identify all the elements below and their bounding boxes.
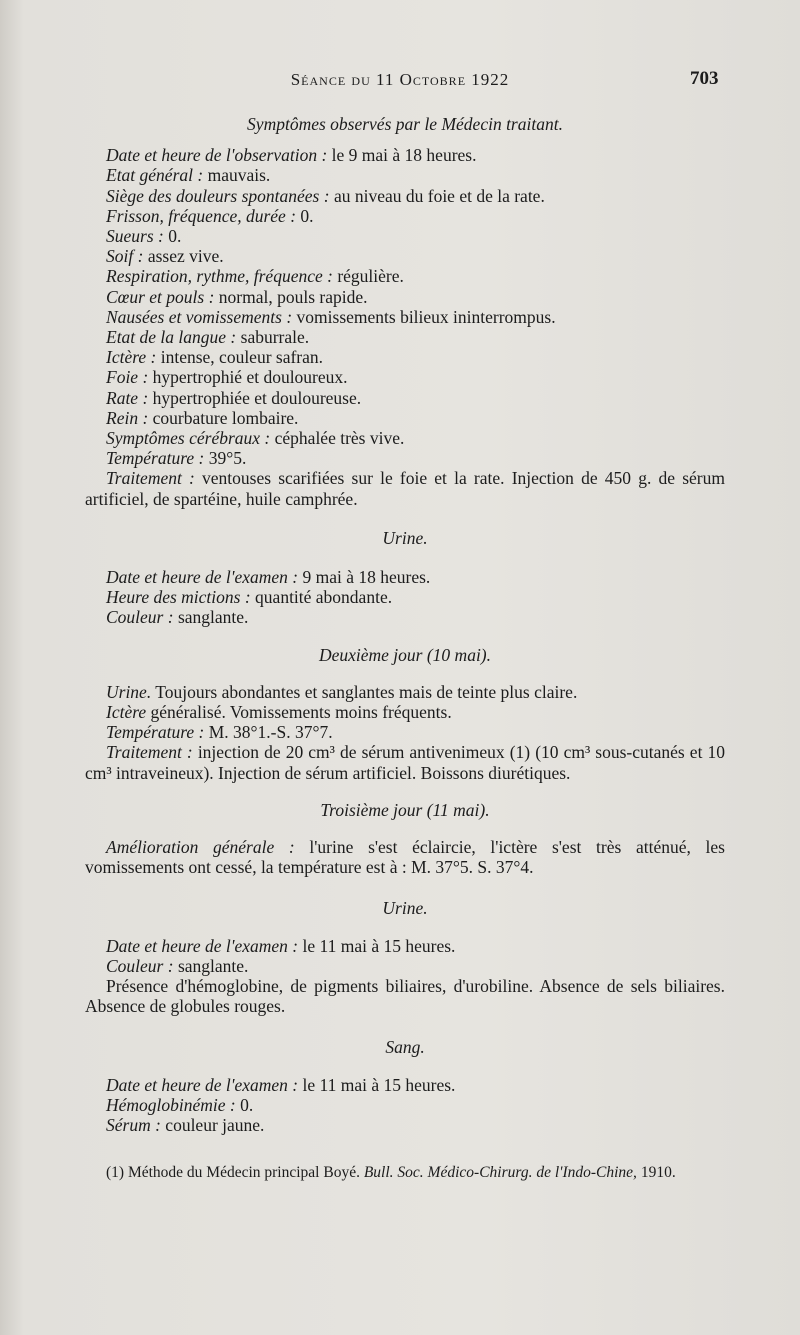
- field-label: Température :: [106, 722, 205, 743]
- field-line: [85, 367, 725, 387]
- field-value: sanglante.: [173, 955, 249, 976]
- field-line: [85, 936, 725, 956]
- field-label: Foie :: [106, 367, 149, 388]
- field-label: Ictère: [106, 702, 147, 723]
- field-value: l'urine s'est éclaircie, l'ictère s'est très atténué, les vomissements ont cessé, la température est à : M. 37°5. S. 37°4.: [85, 837, 725, 878]
- field-line: [85, 1075, 725, 1095]
- section-title-sang: Sang.: [385, 1036, 425, 1057]
- field-line: [85, 428, 725, 448]
- field-line: [85, 266, 725, 286]
- field-label: Amélioration générale :: [106, 837, 295, 858]
- field-label: Soif :: [106, 246, 144, 267]
- treatment-paragraph: [85, 468, 725, 508]
- footnote-year: 1910.: [636, 1164, 676, 1181]
- treatment-paragraph: [85, 742, 725, 782]
- field-label: Rein :: [106, 407, 149, 428]
- field-label: Couleur :: [106, 955, 174, 976]
- field-label: Frisson, fréquence, durée :: [106, 205, 297, 226]
- field-value: régulière.: [332, 266, 404, 287]
- field-value: 39°5.: [204, 448, 247, 469]
- section-title-urine: Urine.: [382, 527, 428, 548]
- field-line: [85, 287, 725, 307]
- section-title-symptomes: Symptômes observés par le Médecin traitant.: [247, 114, 563, 134]
- footnote: [85, 1163, 725, 1183]
- field-value: ventouses scarifiées sur le foie et la rate. Injection de 450 g. de sérum artificiel, de spartéine, huile camphrée.: [85, 468, 725, 509]
- field-line: [85, 408, 725, 428]
- footnote-journal: Bull. Soc. Médico-Chirurg. de l'Indo-Chine,: [363, 1164, 637, 1181]
- field-value: mauvais.: [203, 165, 271, 186]
- field-label: Date et heure de l'examen :: [106, 1074, 299, 1095]
- field-label: Température :: [106, 448, 205, 469]
- field-value: hypertrophiée et douloureuse.: [148, 387, 362, 408]
- field-value: 0.: [235, 1094, 254, 1115]
- field-label: Symptômes cérébraux :: [106, 428, 271, 449]
- field-line: [85, 1095, 725, 1115]
- field-line: [85, 956, 725, 976]
- field-label: Nausées et vomissements :: [106, 306, 293, 327]
- field-line: [85, 567, 725, 587]
- page-body: [85, 114, 725, 1135]
- field-value: 0.: [163, 226, 182, 247]
- improvement-paragraph: [85, 837, 725, 877]
- field-value: injection de 20 cm³ de sérum antivenimeux (1) (10 cm³ sous-cutanés et 10 cm³ intraveineux). Injection de sérum artificiel. Boissons diurétiques.: [85, 742, 726, 783]
- field-value: vomissements bilieux ininterrompus.: [292, 306, 556, 327]
- field-label: Couleur :: [106, 607, 174, 628]
- field-label: Heure des mictions :: [106, 587, 251, 608]
- field-label: Respiration, rythme, fréquence :: [106, 266, 333, 287]
- symptom-list: [85, 145, 725, 509]
- field-value: saburrale.: [236, 327, 310, 348]
- field-label: Etat général :: [106, 165, 204, 186]
- field-label: Sérum :: [106, 1115, 161, 1136]
- field-value: le 9 mai à 18 heures.: [327, 145, 477, 166]
- field-line: [85, 307, 725, 327]
- field-value: généralisé. Vomissements moins fréquents.: [146, 702, 452, 723]
- field-label: Etat de la langue :: [106, 327, 237, 348]
- field-value: le 11 mai à 15 heures.: [298, 1074, 456, 1095]
- field-value: intense, couleur safran.: [156, 347, 324, 368]
- field-value: Toujours abondantes et sanglantes mais de teinte plus claire.: [151, 681, 578, 702]
- field-line: [85, 722, 725, 742]
- field-label: Date et heure de l'observation :: [106, 145, 328, 166]
- field-value: 0.: [296, 205, 314, 226]
- field-line: [85, 702, 725, 722]
- section-title-deuxieme-jour: Deuxième jour (10 mai).: [318, 644, 492, 665]
- field-line: [85, 682, 725, 702]
- field-line: [85, 206, 725, 226]
- page-number: 703: [690, 68, 719, 89]
- field-label: Urine.: [106, 681, 152, 702]
- field-label: Cœur et pouls :: [106, 286, 215, 307]
- field-value: couleur jaune.: [160, 1115, 265, 1136]
- section-title-urine-2: Urine.: [382, 897, 428, 918]
- field-value: assez vive.: [143, 246, 224, 267]
- field-value: le 11 mai à 15 heures.: [298, 935, 456, 956]
- field-line: [85, 448, 725, 468]
- field-line: [85, 186, 725, 206]
- field-label: Date et heure de l'examen :: [106, 935, 299, 956]
- field-value: au niveau du foie et de la rate.: [329, 185, 545, 206]
- field-value: hypertrophié et douloureux.: [148, 367, 348, 388]
- field-line: [85, 145, 725, 165]
- analysis-paragraph: Présence d'hémoglobine, de pigments biliaires, d'urobiline. Absence de sels biliaires. Absence de globules rouges.: [85, 976, 725, 1017]
- field-line: [85, 388, 725, 408]
- field-label: Ictère :: [106, 347, 157, 368]
- field-label: Siège des douleurs spontanées :: [106, 185, 330, 206]
- field-value: normal, pouls rapide.: [214, 286, 368, 307]
- field-label: Hémoglobinémie :: [106, 1094, 236, 1115]
- field-line: [85, 607, 725, 627]
- section-title-troisieme-jour: Troisième jour (11 mai).: [320, 799, 490, 820]
- field-label: Traitement :: [106, 468, 195, 489]
- field-label: Date et heure de l'examen :: [106, 567, 299, 588]
- field-value: quantité abondante.: [250, 587, 393, 608]
- field-label: Traitement :: [106, 742, 193, 763]
- field-line: [85, 246, 725, 266]
- field-line: [85, 165, 725, 185]
- field-label: Rate :: [106, 387, 149, 408]
- field-value: M. 38°1.-S. 37°7.: [204, 722, 333, 743]
- running-head: Séance du 11 Octobre 1922: [290, 70, 510, 89]
- field-line: [85, 587, 725, 607]
- field-line: [85, 1115, 725, 1135]
- field-label: Sueurs :: [106, 226, 164, 247]
- field-line: [85, 327, 725, 347]
- field-value: sanglante.: [173, 607, 249, 628]
- field-value: 9 mai à 18 heures.: [298, 567, 431, 588]
- field-value: céphalée très vive.: [270, 428, 405, 449]
- footnote-text: (1) Méthode du Médecin principal Boyé.: [106, 1164, 360, 1181]
- field-value: courbature lombaire.: [148, 407, 299, 428]
- field-line: [85, 347, 725, 367]
- field-line: [85, 226, 725, 246]
